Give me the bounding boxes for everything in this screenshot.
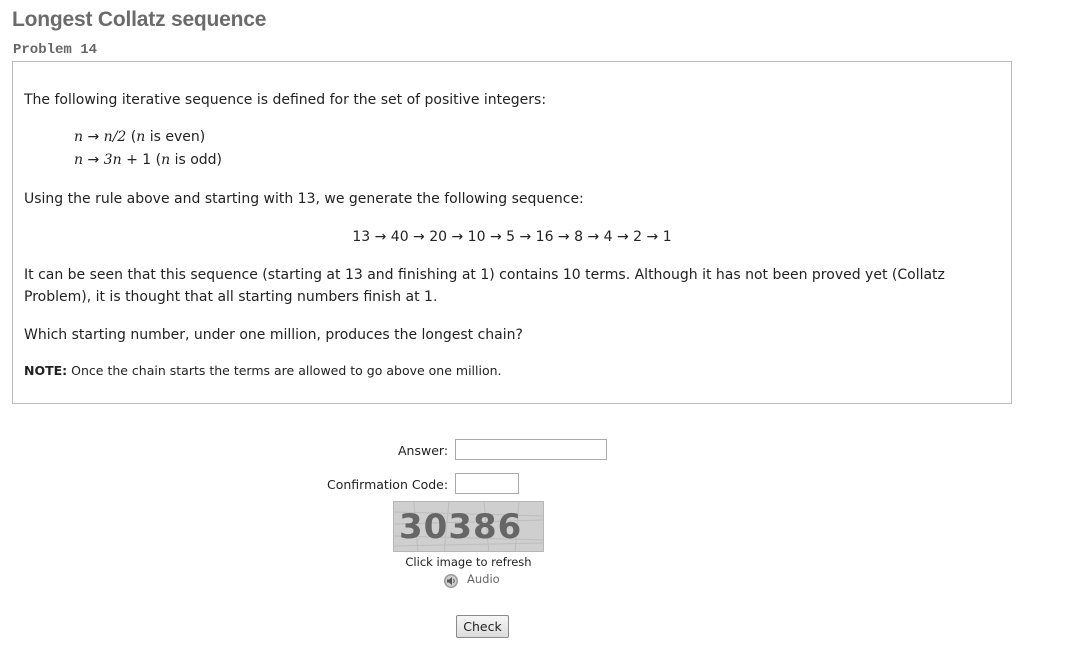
- collatz-sequence: 13 → 40 → 20 → 10 → 5 → 16 → 8 → 4 → 2 → 1: [352, 229, 672, 245]
- rule-odd-arrow: →: [87, 152, 100, 168]
- problem-using-rule: Using the rule above and starting with 13, we generate the following sequence:: [24, 191, 584, 207]
- rule-odd-rhs-var: 3n: [103, 152, 122, 168]
- audio-label: Audio: [467, 572, 500, 586]
- note-label: NOTE:: [24, 363, 68, 378]
- speaker-icon: [443, 573, 459, 589]
- note-text: Once the chain starts the terms are allowed to go above one million.: [71, 363, 502, 378]
- problem-number: Problem 14: [13, 42, 98, 58]
- answer-input[interactable]: [455, 439, 607, 460]
- problem-content: [12, 61, 1012, 404]
- problem-observation-line1: It can be seen that this sequence (starting at 13 and finishing at 1) contains 10 terms. Although it has not been proved yet (Collatz: [24, 267, 945, 283]
- answer-label: Answer:: [398, 443, 449, 458]
- rule-even-open: (: [130, 129, 137, 145]
- rule-even-arrow: →: [87, 129, 100, 145]
- rule-even-lhs: n: [74, 129, 84, 145]
- confirmation-code-label: Confirmation Code:: [327, 477, 449, 492]
- check-button[interactable]: Check: [456, 615, 509, 638]
- rule-odd-lhs: n: [74, 152, 84, 168]
- page-title: Longest Collatz sequence: [12, 8, 267, 31]
- rule-odd-var: n: [161, 152, 171, 168]
- captcha-text: 30386: [399, 507, 523, 547]
- captcha-refresh-hint: Click image to refresh: [405, 555, 532, 569]
- rule-odd-condition: is odd): [174, 152, 222, 168]
- rule-even-var: n: [136, 129, 146, 145]
- rule-even-condition: is even): [149, 129, 206, 145]
- captcha-image[interactable]: [393, 501, 544, 552]
- rule-odd-open: (: [155, 152, 162, 168]
- rule-odd-rhs-rest: + 1: [126, 152, 152, 168]
- problem-observation-line2: Problem), it is thought that all starting numbers finish at 1.: [24, 289, 438, 305]
- rule-odd: [74, 149, 222, 171]
- problem-question: Which starting number, under one million, produces the longest chain?: [24, 327, 523, 343]
- problem-intro: The following iterative sequence is defined for the set of positive integers:: [24, 92, 547, 108]
- rule-even-rhs: n/2: [103, 129, 127, 145]
- problem-note: [24, 360, 502, 382]
- rule-even: [74, 126, 205, 148]
- confirmation-code-input[interactable]: [455, 473, 519, 494]
